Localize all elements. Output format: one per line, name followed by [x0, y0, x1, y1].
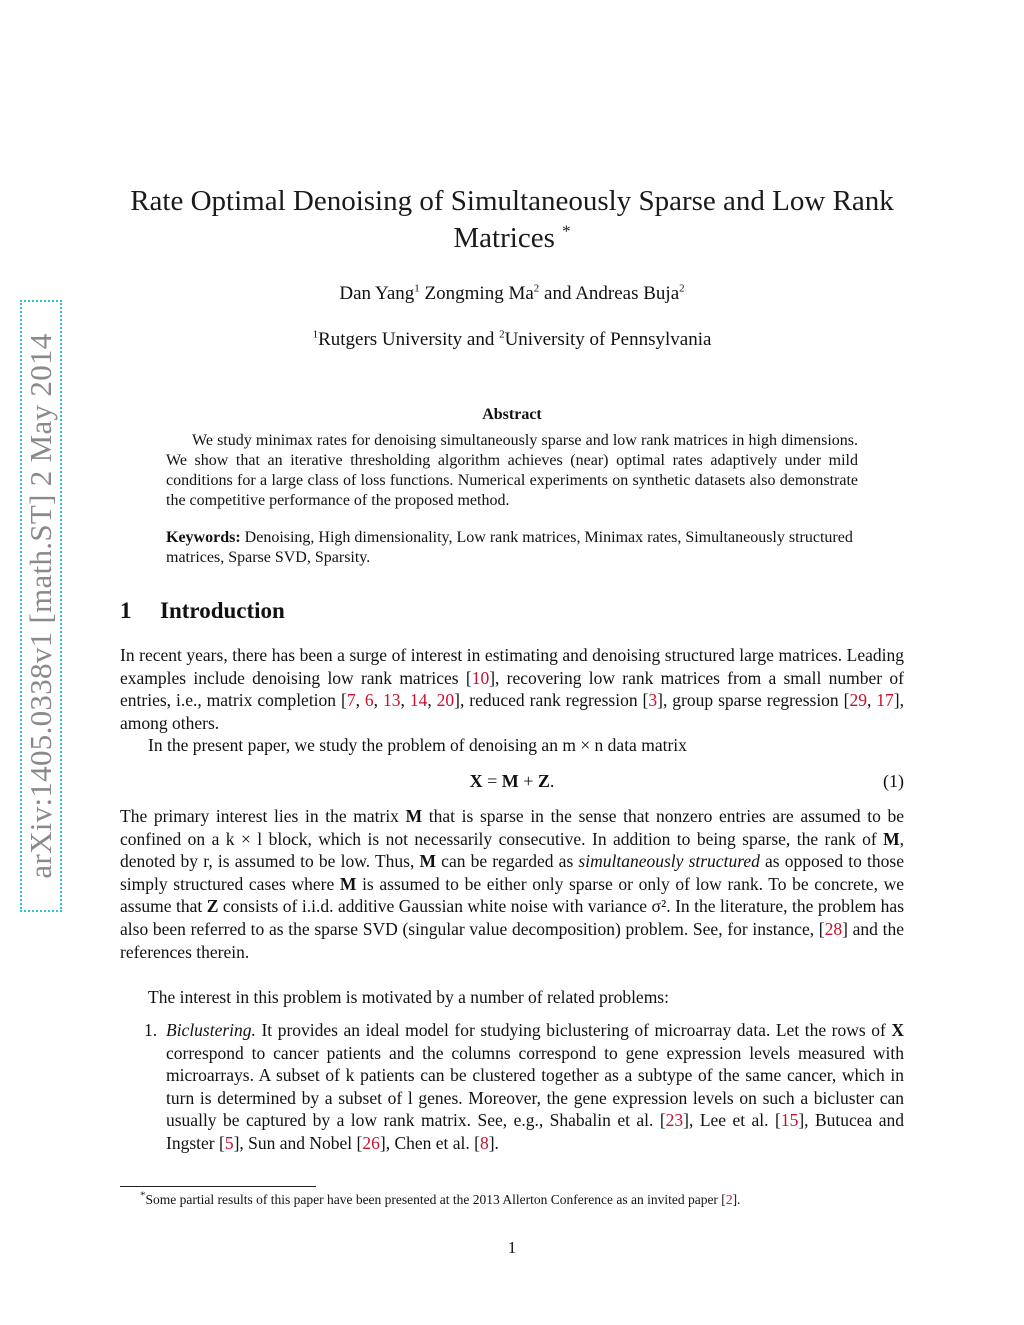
intro-paragraph-3	[120, 805, 904, 963]
author-name: Dan Yang	[339, 283, 415, 304]
text-run: , denoted by r, is assumed to be low. Thus,	[120, 828, 904, 872]
matrix-symbol: M	[419, 851, 437, 872]
citation-link[interactable]: 2	[725, 1192, 733, 1207]
section-number: 1	[120, 598, 132, 623]
text-run: ], reduced rank regression [	[454, 690, 649, 711]
citation-link[interactable]: 6	[364, 690, 374, 711]
equation-body: X = M + Z.	[469, 771, 555, 791]
section-heading	[120, 598, 285, 624]
author-name: Andreas Buja	[575, 283, 680, 304]
text-run: ].	[732, 1192, 741, 1207]
author-affiliation-mark: 2	[533, 282, 540, 295]
text-run: that is sparse in the sense that nonzero entries are assumed to be confined on a k × l block, which is not necessarily consecutive. In addition to being sparse, the rank of	[120, 806, 904, 849]
text-run: ], group sparse regression [	[657, 690, 850, 711]
author-list	[120, 282, 904, 306]
affiliation-conjunction: and	[466, 329, 495, 350]
keywords-text: Denoising, High dimensionality, Low rank matrices, Minimax rates, Simultaneously structured matrices, Sparse SVD, Sparsity.	[166, 529, 853, 566]
text-run: ] and the references therein.	[120, 918, 904, 962]
affiliation-mark: 2	[499, 328, 505, 341]
text-run: ], Sun and Nobel [	[233, 1132, 363, 1153]
author-conjunction: and	[544, 283, 572, 304]
footnote-divider	[120, 1186, 316, 1187]
text-run: ], recovering low rank matrices from a small number of entries, i.e., matrix completion [	[120, 667, 904, 711]
matrix-symbol: M	[405, 806, 423, 826]
text-run: correspond to cancer patients and the columns correspond to gene expression levels measured with microarrays. A subset of k patients can be clustered together as a subtype of the same cancer, which in turn is determined by a subset of l genes. Moreover, the gene expression levels on such a bicluster can usually be captured by a low rank matrix. See, e.g., Shabalin et al. [	[166, 1042, 904, 1131]
text-run: ], Butucea and Ingster [	[166, 1110, 905, 1153]
citation-link[interactable]: 15	[780, 1110, 799, 1131]
citation-link[interactable]: 26	[362, 1132, 380, 1153]
text-run: is assumed to be either only sparse or only of low rank. To be concrete, we assume that	[120, 873, 904, 917]
affiliation-2: University of Pennsylvania	[504, 329, 712, 350]
matrix-symbol: M	[339, 873, 357, 894]
author-name: Zongming Ma	[424, 283, 534, 304]
author-affiliation-mark: 1	[414, 282, 420, 295]
citation-link[interactable]: 13	[382, 690, 401, 711]
citation-link[interactable]: 7	[346, 690, 356, 711]
text-run: In recent years, there has been a surge of interest in estimating and denoising structured large matrices. Leading examples include denoising low rank matrices [	[120, 645, 904, 688]
text-run: can be regarded as	[436, 851, 579, 872]
section-title: Introduction	[160, 598, 285, 623]
footnote-text: Some partial results of this paper have been presented at the 2013 Allerton Conference as an invited paper [	[145, 1192, 726, 1207]
matrix-symbol: M	[883, 828, 900, 849]
equation-number: (1)	[883, 771, 904, 791]
list-marker: 1.	[144, 1020, 158, 1040]
matrix-symbol: M	[501, 771, 519, 791]
citation-link[interactable]: 23	[665, 1110, 684, 1131]
affiliation-mark: 1	[312, 328, 319, 341]
citation-link[interactable]: 29	[849, 690, 867, 711]
citation-link[interactable]: 10	[471, 667, 490, 688]
intro-paragraph-4: The interest in this problem is motivated by a number of related problems:	[148, 987, 669, 1007]
text-run: ], among others.	[120, 690, 904, 733]
list-item-label: Biclustering.	[166, 1020, 256, 1040]
title-line-2: Matrices	[453, 222, 555, 254]
text-run: It provides an ideal model for studying biclustering of microarray data. Let the rows of	[255, 1020, 892, 1040]
text-run: ].	[488, 1132, 499, 1153]
matrix-symbol: X	[469, 771, 483, 791]
matrix-symbol: Z	[206, 896, 219, 917]
citation-link[interactable]: 28	[824, 918, 843, 939]
keywords	[166, 528, 858, 568]
citation-link[interactable]: 8	[479, 1132, 489, 1153]
emphasis: simultaneously structured	[578, 851, 760, 872]
citation-link[interactable]: 20	[436, 690, 455, 711]
intro-paragraph-1: In recent years, there has been a surge of interest in estimating and denoising structured large matrices. Leading examples include denoising low rank matrices [10], recovering low rank matrices from a small number of entries, i.e., matrix completion [7, 6, 13, 14, 20], reduced rank regression [3], group sparse regression [29, 17], among others.	[120, 645, 904, 733]
text-run: consists of i.i.d. additive Gaussian white noise with variance σ². In the literature, the problem has also been referred to as the sparse SVD (singular value decomposition) problem. See, for instance, [	[120, 896, 905, 939]
page-number: 1	[507, 1238, 517, 1257]
footnote	[140, 1191, 740, 1209]
title-line-1: Rate Optimal Denoising of Simultaneously Sparse and Low Rank	[130, 185, 894, 217]
citation-link[interactable]: 3	[648, 690, 658, 711]
text-run: The primary interest lies in the matrix	[120, 806, 406, 826]
keywords-label: Keywords:	[166, 529, 241, 546]
abstract-heading: Abstract	[482, 406, 542, 423]
title-footnote-mark[interactable]: *	[562, 221, 571, 241]
text-run: as opposed to those simply structured cases where	[120, 851, 904, 894]
citation-link[interactable]: 14	[409, 690, 428, 711]
author-affiliation-mark: 2	[679, 282, 685, 295]
arxiv-stamp[interactable]: arXiv:1405.0338v1 [math.ST] 2 May 2014	[23, 333, 58, 879]
paper-title	[120, 183, 904, 257]
citation-link[interactable]: 5	[224, 1132, 234, 1153]
footnote-mark: *	[140, 1189, 146, 1202]
abstract-text: We study minimax rates for denoising simultaneously sparse and low rank matrices in high dimensions. We show that an iterative thresholding algorithm achieves (near) optimal rates adaptively under mild conditions for a large class of loss functions. Numerical experiments on synthetic datasets also demonstrate the competitive performance of the proposed method.	[166, 432, 858, 509]
citation-link[interactable]: 17	[876, 690, 894, 711]
text-run: ], Chen et al. [	[379, 1132, 480, 1153]
matrix-symbol: Z	[537, 771, 550, 791]
text-run: ], Lee et al. [	[683, 1110, 781, 1131]
matrix-symbol: X	[891, 1020, 904, 1040]
list-item-body	[166, 1019, 904, 1155]
intro-paragraph-2: In the present paper, we study the problem of denoising an m × n data matrix	[148, 735, 687, 755]
affiliations	[120, 328, 904, 352]
affiliation-1: Rutgers University	[318, 329, 463, 350]
